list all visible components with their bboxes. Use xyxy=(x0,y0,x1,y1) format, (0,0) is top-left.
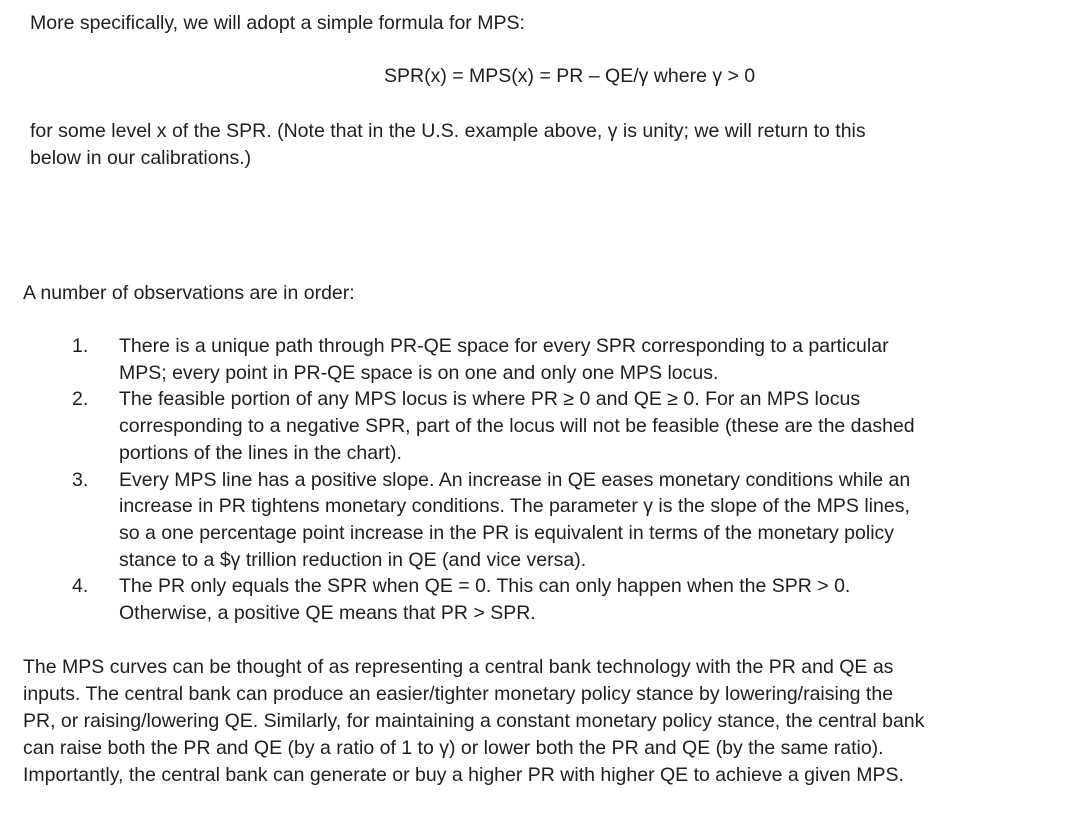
list-item-line: There is a unique path through PR-QE space for every SPR corresponding to a particular xyxy=(119,335,889,357)
observations-list xyxy=(0,333,915,627)
observation-item xyxy=(0,467,915,574)
list-item-line: MPS; every point in PR-QE space is on one and only one MPS locus. xyxy=(119,361,719,384)
list-item-line: The feasible portion of any MPS locus is where PR ≥ 0 and QE ≥ 0. For an MPS locus xyxy=(119,388,861,411)
list-item-line: Every MPS line has a positive slope. An increase in QE eases monetary conditions while an xyxy=(119,468,911,491)
list-number: 2. xyxy=(72,388,89,411)
paragraph-line: PR, or raising/lowering QE. Similarly, for maintaining a constant monetary policy stance, the central bank xyxy=(23,710,925,732)
list-item-line: The PR only equals the SPR when QE = 0. This can only happen when the SPR > 0. xyxy=(119,575,851,598)
list-number: 4. xyxy=(72,575,89,598)
mps-formula: SPR(x) = MPS(x) = PR – QE/γ where γ > 0 xyxy=(384,65,756,87)
paragraph-line: inputs. The central bank can produce an easier/tighter monetary policy stance by lowering/raising the xyxy=(23,683,894,705)
paragraph-line: for some level x of the SPR. (Note that in the U.S. example above, γ is unity; we will return to this xyxy=(30,120,866,142)
formula-explanation-paragraph xyxy=(30,118,866,171)
observation-item xyxy=(0,573,915,626)
list-item-line: Otherwise, a positive QE means that PR > SPR. xyxy=(119,602,536,625)
observations-heading: A number of observations are in order: xyxy=(23,282,355,304)
list-item-line: increase in PR tightens monetary conditions. The parameter γ is the slope of the MPS lines, xyxy=(119,495,910,518)
paragraph-line: Importantly, the central bank can generate or buy a higher PR with higher QE to achieve a given MPS. xyxy=(23,764,904,786)
observation-item xyxy=(0,333,915,386)
paragraph-line: The MPS curves can be thought of as representing a central bank technology with the PR and QE as xyxy=(23,656,894,678)
list-item-line: corresponding to a negative SPR, part of the locus will not be feasible (these are the dashed xyxy=(119,415,915,438)
list-item-line: so a one percentage point increase in the PR is equivalent in terms of the monetary policy xyxy=(119,521,895,544)
intro-paragraph: More specifically, we will adopt a simple formula for MPS: xyxy=(30,12,525,34)
list-item-line: stance to a $γ trillion reduction in QE (and vice versa). xyxy=(119,548,587,571)
observation-item xyxy=(0,386,915,466)
paragraph-line: can raise both the PR and QE (by a ratio of 1 to γ) or lower both the PR and QE (by the same ratio). xyxy=(23,737,884,759)
closing-paragraph xyxy=(23,654,924,789)
list-item-line: portions of the lines in the chart). xyxy=(119,441,402,464)
paragraph-line: below in our calibrations.) xyxy=(30,146,252,169)
list-number: 1. xyxy=(72,335,89,357)
list-number: 3. xyxy=(72,468,89,491)
